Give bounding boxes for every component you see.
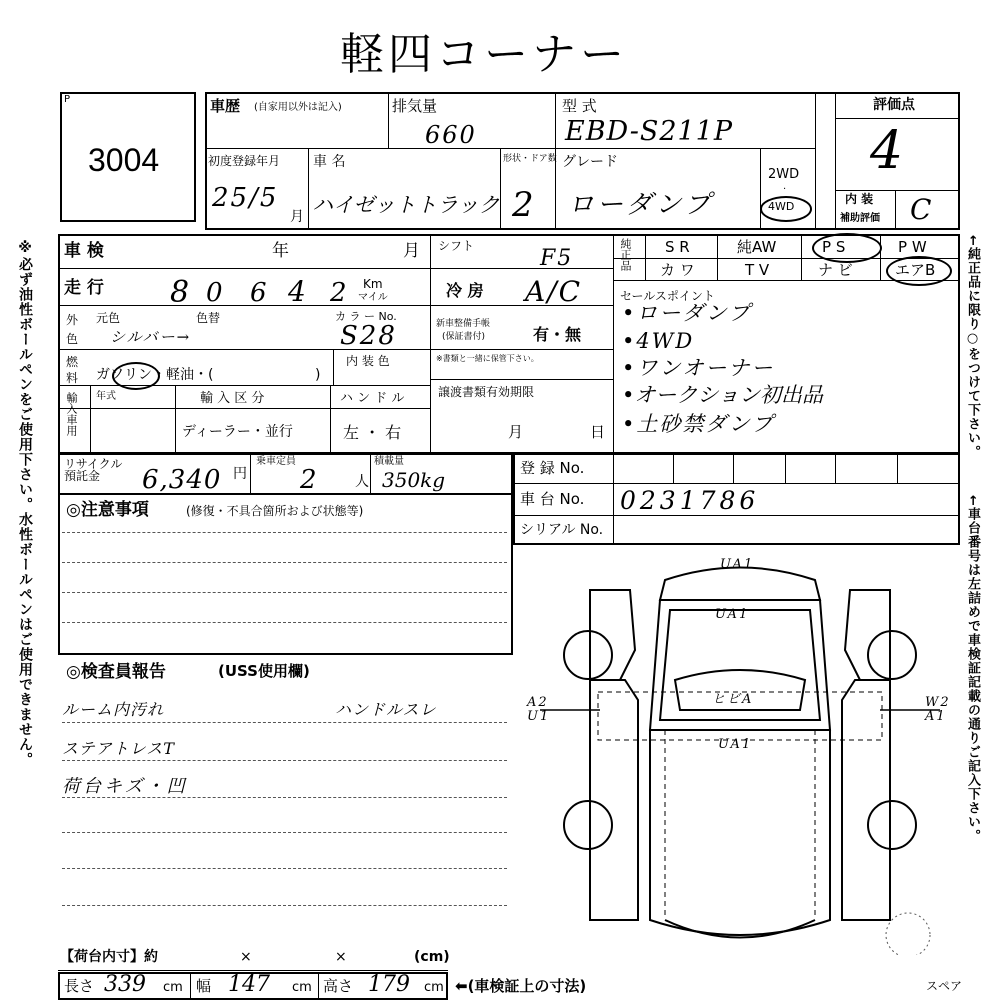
side-note-right-top: ←純正品に限り○をつけて下さい。 (965, 235, 980, 459)
sales-point-3: •ワンオーナー (622, 356, 775, 380)
displacement-value: 660 (425, 121, 477, 149)
fuel-label-2: 料 (66, 371, 79, 385)
cooler-label: 冷 房 (446, 281, 484, 300)
inspector-line-1b: ハンドルスレ (335, 700, 437, 719)
model-label: 型 式 (562, 97, 597, 115)
recycle-unit: 円 (233, 466, 247, 482)
corner-mark: P (64, 94, 71, 105)
import-class-label: 輸 入 区 分 (200, 391, 265, 406)
shaken-month: 月 (403, 241, 420, 261)
repaint-label: 色替 (196, 311, 221, 325)
fuel-close: ) (315, 367, 321, 383)
drive-4wd-label: 4WD (768, 200, 795, 213)
diagram-mark-6: U1 (527, 709, 551, 724)
diagram-mark-2: UA1 (715, 607, 750, 622)
load-value: 350kg (382, 468, 446, 492)
displacement-label: 排気量 (392, 97, 438, 115)
import-year: 年式 (96, 391, 116, 402)
serial-label: シリアル No. (520, 522, 604, 538)
drive-dot: · (783, 184, 787, 195)
mileage-d5: 2 (330, 278, 349, 308)
airbag-circle (886, 256, 952, 286)
color-label-2: 色 (66, 332, 79, 346)
diagram-mark-1: UA1 (720, 557, 755, 572)
transfer-month: 月 (508, 423, 524, 441)
diagram-mark-5: A2 (527, 695, 549, 710)
notes-label: ◎注意事項 (66, 500, 149, 520)
car-name-value: ハイゼットトラック (312, 193, 500, 217)
manual-note: ※書類と一緒に保管下さい。 (436, 354, 539, 363)
genuine-item-3: P S (822, 238, 846, 256)
genuine-item-5: カ ワ (660, 261, 695, 279)
shape-value: 2 (512, 185, 536, 225)
grade-label: グレード (562, 154, 618, 170)
orig-color-label: 元色 (96, 311, 121, 325)
import-label: 輸入車用 (65, 392, 78, 436)
cargo-label: 【荷台内寸】約 (60, 949, 158, 965)
mileage-d2: 0 (206, 278, 225, 308)
length-unit: cm (163, 980, 183, 995)
color-code-value: S28 (340, 321, 397, 351)
transfer-day: 日 (590, 423, 606, 441)
import-class-options: ディーラー・並行 (182, 424, 293, 440)
handle-options: 左 ・ 右 (343, 423, 402, 442)
cargo-unit: (cm) (414, 949, 450, 965)
page-title: 軽四コーナー (340, 29, 628, 80)
first-reg-unit: 月 (290, 209, 304, 225)
capacity-unit: 人 (355, 474, 369, 490)
width-label: 幅 (196, 977, 212, 995)
diagram-mark-7: W2 (925, 695, 951, 710)
grade-value: ローダンプ (568, 190, 714, 220)
mileage-d4: 4 (288, 275, 308, 308)
capacity-value: 2 (300, 465, 319, 495)
color-label-1: 外 (66, 313, 79, 327)
mileage-d1: 8 (170, 275, 192, 310)
genuine-item-6: T V (745, 261, 770, 279)
lot-number: 3004 (88, 142, 160, 178)
fuel-label-1: 燃 (66, 355, 79, 369)
chassis-value: 0231786 (620, 486, 760, 515)
genuine-item-7: ナ ビ (818, 261, 853, 279)
first-reg-label: 初度登録年月 (208, 154, 281, 168)
first-reg-value: 25/5 (212, 183, 279, 213)
history-label: 車歴 (210, 97, 241, 115)
gasoline-circle (112, 362, 160, 390)
genuine-item-4: P W (898, 238, 927, 256)
orig-color-value: シルバー→ (110, 328, 192, 346)
length-value: 339 (104, 972, 146, 997)
interior-label-2: 補助評価 (840, 213, 880, 224)
sales-point-5: •土砂禁ダンプ (622, 412, 775, 436)
capacity-label: 乗車定員 (256, 456, 296, 467)
width-value: 147 (228, 972, 270, 997)
ps-circle (812, 233, 882, 263)
spare-label: スペア (926, 979, 963, 993)
color-code-label: カ ラ ー No. (335, 310, 397, 323)
cargo-x2: × (335, 949, 347, 965)
load-label: 積載量 (374, 456, 404, 467)
genuine-item-2: 純AW (737, 238, 777, 256)
diagram-mark-3: ヒビA (712, 692, 754, 707)
mileage-d3: 6 (250, 278, 269, 308)
genuine-item-8: エアB (895, 261, 936, 279)
history-note: (自家用以外は記入) (254, 102, 342, 113)
side-note-left: ※必ず油性ボールペンをご使用下さい。水性ボールペンはご使用できません。 (17, 240, 33, 767)
genuine-label: 純正品 (619, 238, 632, 271)
drive-4wd-circle (760, 196, 812, 222)
registration-label: 登 録 No. (520, 459, 585, 477)
inspector-sub: (USS使用欄) (218, 662, 310, 680)
recycle-value: 6,340 (142, 465, 222, 495)
manual-label: 新車整備手帳 (436, 319, 491, 329)
shape-label: 形状・ドア数 (503, 154, 557, 164)
handle-label: ハ ン ド ル (340, 391, 405, 406)
inspector-line-3a: 荷台キズ・凹 (62, 776, 188, 797)
fuel-options: ガソリン・軽油・( (96, 367, 214, 383)
shaken-year: 年 (272, 241, 289, 261)
transfer-label: 譲渡書類有効期限 (438, 385, 535, 399)
chassis-label: 車 台 No. (520, 490, 585, 508)
inspector-line-2a: ステアトレスT (62, 739, 175, 758)
inspector-label: ◎検査員報告 (66, 662, 166, 682)
interior-color-label: 内 装 色 (346, 354, 390, 368)
notes-sub: (修復・不具合箇所および状態等) (186, 504, 364, 518)
sales-point-4: •オークション初出品 (622, 383, 823, 407)
height-value: 179 (368, 972, 410, 997)
length-label: 長さ (64, 977, 95, 995)
interior-label-1: 内 装 (845, 192, 874, 206)
height-unit: cm (424, 980, 444, 995)
inspector-line-1a: ルーム内汚れ (62, 700, 165, 719)
sales-point-1: •ローダンプ (622, 301, 752, 325)
dims-note: ⬅(車検証上の寸法) (455, 977, 587, 995)
model-value: EBD-S211P (565, 116, 734, 147)
manual-options: 有・無 (533, 325, 582, 344)
shift-label: シフト (438, 239, 475, 253)
recycle-label: リサイクル預託金 (64, 457, 123, 483)
mileage-label: 走 行 (64, 278, 104, 298)
diagram-mark-8: A1 (925, 709, 947, 724)
drive-2wd-label: 2WD (768, 167, 800, 182)
interior-value: C (910, 193, 934, 226)
shift-value: F5 (540, 246, 574, 271)
sales-points-label: セールスポイント (620, 289, 715, 303)
genuine-item-1: S R (665, 238, 690, 256)
width-unit: cm (292, 980, 312, 995)
cargo-x1: × (240, 949, 252, 965)
sales-point-2: •4WD (622, 329, 695, 353)
score-value: 4 (870, 121, 906, 181)
manual-sub: (保証書付) (442, 332, 486, 342)
mileage-unit-km: Km (363, 277, 383, 291)
car-name-label: 車 名 (313, 154, 346, 170)
side-note-right-bottom: ←車台番号は左詰めで車検証記載の通りご記入下さい。 (965, 495, 980, 843)
score-label: 評価点 (873, 97, 915, 113)
diagram-mark-4: UA1 (718, 737, 753, 752)
mileage-unit-mile: マイル (358, 292, 388, 303)
shaken-label: 車 検 (64, 241, 104, 261)
cooler-value: A/C (525, 275, 583, 308)
height-label: 高さ (323, 977, 354, 995)
